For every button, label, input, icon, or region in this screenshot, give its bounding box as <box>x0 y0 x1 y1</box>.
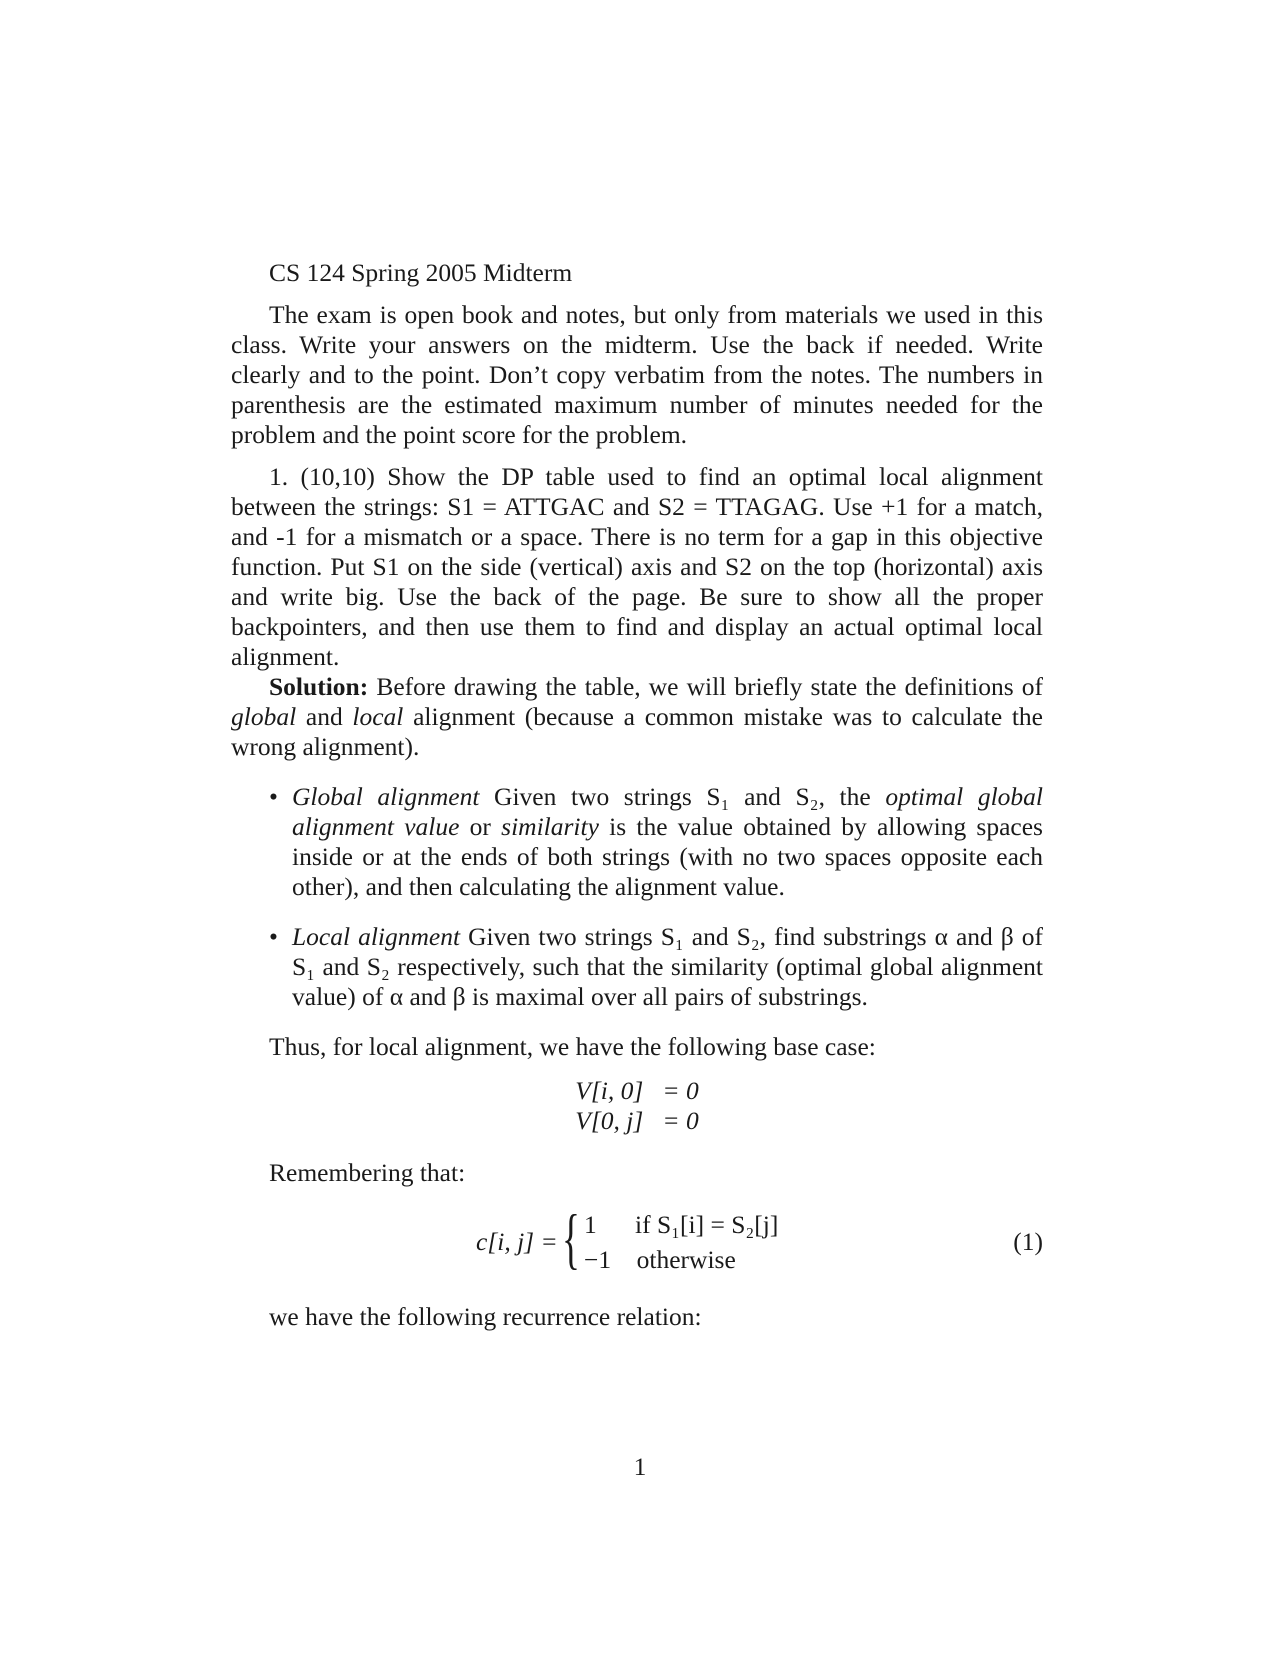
cost-eq-case-1: 1 if S₁[i] = S₂[j] <box>584 1210 779 1239</box>
term-global: global <box>231 702 297 731</box>
solution-label: Solution: <box>269 672 369 701</box>
definition-term: Local alignment <box>292 922 461 951</box>
base-case-eq-2: V[0, j] = 0 <box>575 1106 699 1135</box>
definition-emphasis: similarity <box>501 812 599 841</box>
left-brace-icon: { <box>562 1200 580 1276</box>
solution-text-2: and <box>296 702 353 731</box>
definition-term: Global alignment <box>292 782 480 811</box>
document-title: CS 124 Spring 2005 Midterm <box>269 258 573 287</box>
solution-text-1: Before drawing the table, we will briefly state the definitions of <box>368 672 1043 701</box>
cost-eq-lhs: c[i, j] = <box>476 1227 558 1256</box>
definition-list <box>231 782 1043 1012</box>
equation-number: (1) <box>1013 1227 1043 1256</box>
base-case-eq-1: V[i, 0] = 0 <box>575 1076 699 1105</box>
base-case-intro: Thus, for local alignment, we have the following base case: <box>269 1032 876 1061</box>
page-number: 1 <box>633 1452 647 1481</box>
remembering-text: Remembering that: <box>269 1158 466 1187</box>
recurrence-intro: we have the following recurrence relation: <box>269 1302 702 1331</box>
problem-1-text: 1. (10,10) Show the DP table used to find an optimal local alignment between the strings: S1 = ATTGAC and S2 = TTAGAG. Use +1 for a match, and -1 for a mismatch or a space. There is no term for a gap in this objective function. Put S1 on the side (vertical) axis and S2 on the top (horizontal) axis and write big. Use the back of the page. Be sure to show all the proper backpointers, and then use them to find and display an actual optimal local alignment. <box>231 462 1043 671</box>
definition-text: is the value obtained by allowing spaces inside or at the ends of both strings (with no two spaces opposite each other), and then calculating the alignment value. <box>292 812 1043 901</box>
bullet-icon: • <box>269 782 278 811</box>
list-item-global-alignment <box>231 782 1043 902</box>
definition-text: Given two strings S₁ and S₂, find substrings α and β of S₁ and S₂ respectively, such that the similarity (optimal global alignment value) of α and β is maximal over all pairs of substrings. <box>292 922 1043 1011</box>
bullet-icon: • <box>269 922 278 951</box>
definition-text: or <box>459 812 502 841</box>
document-page <box>231 258 1043 1332</box>
definition-emphasis: optimal global alignment value <box>292 782 1044 841</box>
cost-equation <box>231 1200 1043 1280</box>
list-item-local-alignment <box>231 922 1043 1012</box>
cost-eq-case-2: −1 otherwise <box>584 1245 736 1274</box>
solution-paragraph <box>231 672 1043 762</box>
intro-paragraph: The exam is open book and notes, but only from materials we used in this class. Write your answers on the midterm. Use the back if needed. Write clearly and to the point. Don’t copy verbatim from the notes. The numbers in parenthesis are the estimated maximum number of minutes needed for the problem and the point score for the problem. <box>231 300 1043 449</box>
definition-text: Given two strings S₁ and S₂, the <box>479 782 886 811</box>
solution-text-3: alignment (because a common mistake was to calculate the wrong alignment). <box>231 702 1043 761</box>
base-case-equations <box>231 1076 1043 1136</box>
term-local: local <box>352 702 404 731</box>
